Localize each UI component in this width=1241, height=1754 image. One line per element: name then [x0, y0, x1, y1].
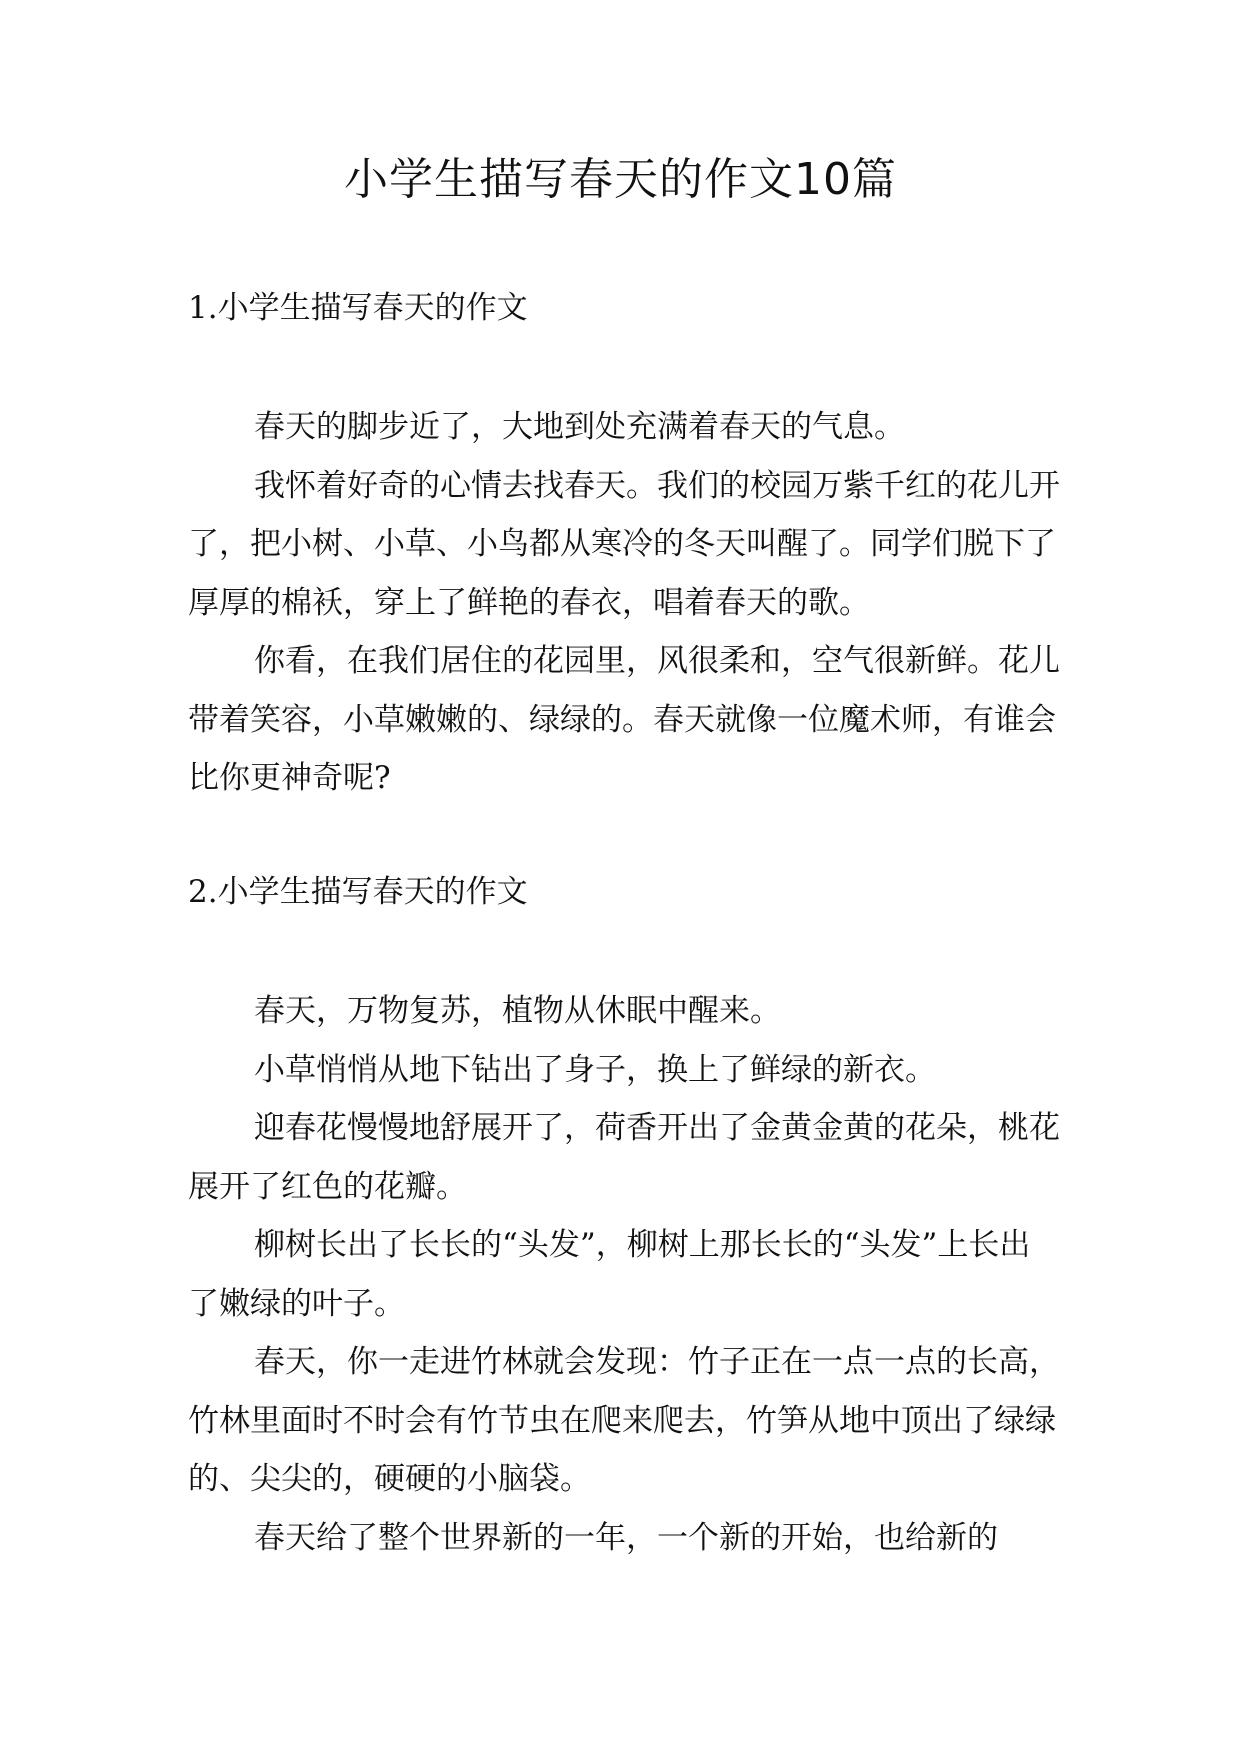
paragraph: 柳树长出了长长的“头发”，柳树上那长长的“头发”上长出了嫩绿的叶子。	[188, 1227, 1031, 1322]
paragraph: 春天，万物复苏，植物从休眠中醒来。	[254, 993, 781, 1029]
section-heading-2: 2.小学生描写春天的作文	[188, 874, 528, 910]
paragraph: 春天给了整个世界新的一年，一个新的开始，也给新的	[254, 1519, 998, 1556]
paragraph: 春天，你一走进竹林就会发现：竹子正在一点一点的长高，竹林里面时不时会有竹节虫在爬来爬去，竹笋从地中顶出了绿绿的、尖尖的，硬硬的小脑袋。	[188, 1344, 1060, 1497]
paragraph: 我怀着好奇的心情去找春天。我们的校园万紫千红的花儿开了，把小树、小草、小鸟都从寒冷的冬天叫醒了。同学们脱下了厚厚的棉袄，穿上了鲜艳的春衣，唱着春天的歌。	[188, 467, 1060, 621]
paragraph: 你看，在我们居住的花园里，风很柔和，空气很新鲜。花儿带着笑容，小草嫩嫩的、绿绿的。春天就像一位魔术师，有谁会比你更神奇呢?	[188, 643, 1060, 796]
document-title: 小学生描写春天的作文10篇	[344, 154, 897, 205]
paragraph: 小草悄悄从地下钻出了身子，换上了鲜绿的新衣。	[254, 1051, 936, 1088]
section-body-2	[188, 982, 1060, 1567]
section-heading-1: 1.小学生描写春天的作文	[188, 290, 528, 326]
paragraph: 春天的脚步近了，大地到处充满着春天的气息。	[254, 409, 905, 445]
paragraph: 迎春花慢慢地舒展开了，荷香开出了金黄金黄的花朵，桃花展开了红色的花瓣。	[188, 1110, 1060, 1205]
section-body-1	[188, 398, 1060, 808]
